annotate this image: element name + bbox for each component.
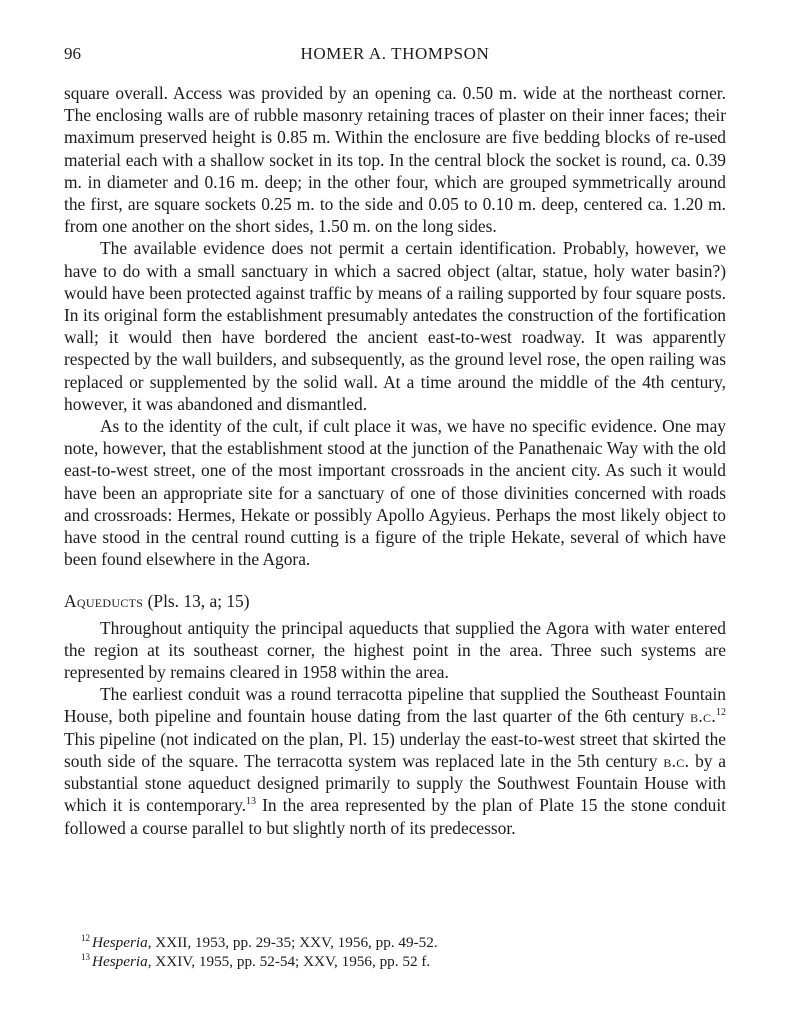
paragraph-5-part-d: In the area represented by the plan of Plate 15 the stone conduit followed a course parallel to but slightly north of its predecessor. bbox=[64, 795, 726, 838]
era-abbrev: b.c. bbox=[690, 706, 716, 727]
section-title: Aqueducts bbox=[64, 591, 144, 612]
paragraph-5 bbox=[64, 683, 726, 838]
paragraph-5-part-c: by a substantial stone aqueduct designed primarily to supply the Southwest Fountain House with which it is contemporary. bbox=[64, 750, 726, 816]
page-header bbox=[64, 44, 726, 68]
footnote-12 bbox=[81, 934, 726, 953]
paragraph-2: The available evidence does not permit a certain identification. Probably, however, we have to do with a small sanctuary in which a sacred object (altar, statue, holy water basin?) would have been protected against traffic by means of a railing supported by four square posts. In its original form the establishment presumably antedates the construction of the fortification wall; it would then have bordered the ancient east-to-west roadway. It was apparently respected by the wall builders, and subsequently, as the ground level rose, the open railing was replaced or supplemented by the solid wall. At a time around the middle of the 4th century, however, it was abandoned and dismantled. bbox=[64, 238, 726, 414]
era-abbrev: b.c. bbox=[663, 750, 690, 771]
footnote-ref-13[interactable]: 13 bbox=[245, 796, 256, 808]
paragraph-5-part-a: The earliest conduit was a round terracotta pipeline that supplied the Southeast Fountain House, both pipeline and fountain house dating from the last quarter of the 6th century bbox=[64, 684, 726, 727]
footnote-journal: Hesperia bbox=[92, 934, 148, 951]
footnote-mark: 13 bbox=[81, 951, 90, 962]
footnote-ref-12[interactable]: 12 bbox=[715, 707, 726, 719]
page-number: 96 bbox=[64, 44, 81, 63]
running-head: HOMER A. THOMPSON bbox=[300, 44, 490, 63]
paragraph-4: Throughout antiquity the principal aqueducts that supplied the Agora with water entered the region at its southeast corner, the highest point in the area. Three such systems are represented by remains cleared in 1958 within the area. bbox=[64, 617, 726, 683]
section-heading bbox=[64, 590, 726, 612]
footnotes bbox=[64, 934, 726, 971]
body-text bbox=[64, 82, 726, 839]
footnote-13 bbox=[81, 953, 726, 972]
paragraph-1: square overall. Access was provided by an opening ca. 0.50 m. wide at the northeast corner. The enclosing walls are of rubble masonry retaining traces of plaster on their inner faces; their maximum preserved height is 0.85 m. Within the enclosure are five bedding blocks of re-used material each with a shallow socket in its top. In the central block the socket is round, ca. 0.39 m. in diameter and 0.16 m. deep; in the other four, which are grouped symmetrically around the first, are square sockets 0.25 m. to the side and 0.05 to 0.10 m. deep, centered ca. 1.20 m. from one another on the short sides, 1.50 m. on the long sides. bbox=[64, 83, 726, 237]
paragraph-5-part-b: This pipeline (not indicated on the plan, Pl. 15) underlay the east-to-west street that skirted the south side of the square. The terracotta system was replaced late in the 5th century bbox=[64, 728, 726, 771]
footnote-mark: 12 bbox=[81, 933, 90, 943]
footnote-text: , XXIV, 1955, pp. 52-54; XXV, 1956, pp. 52 f. bbox=[147, 952, 431, 970]
footnote-text: , XXII, 1953, pp. 29-35; XXV, 1956, pp. 49-52. bbox=[147, 934, 438, 951]
footnote-journal: Hesperia bbox=[92, 952, 148, 970]
paragraph-3: As to the identity of the cult, if cult place it was, we have no specific evidence. One may note, however, that the establishment stood at the junction of the Panathenaic Way with the old east-to-west street, one of the most important crossroads in the ancient city. As such it would have been an appropriate site for a sanctuary of one of those divinities concerned with roads and crossroads: Hermes, Hekate or possibly Apollo Agyieus. Perhaps the most likely object to have stood in the central round cutting is a figure of the triple Hekate, several of which have been found elsewhere in the Agora. bbox=[64, 416, 726, 570]
section-plates: (Pls. 13, a; 15) bbox=[147, 591, 250, 612]
